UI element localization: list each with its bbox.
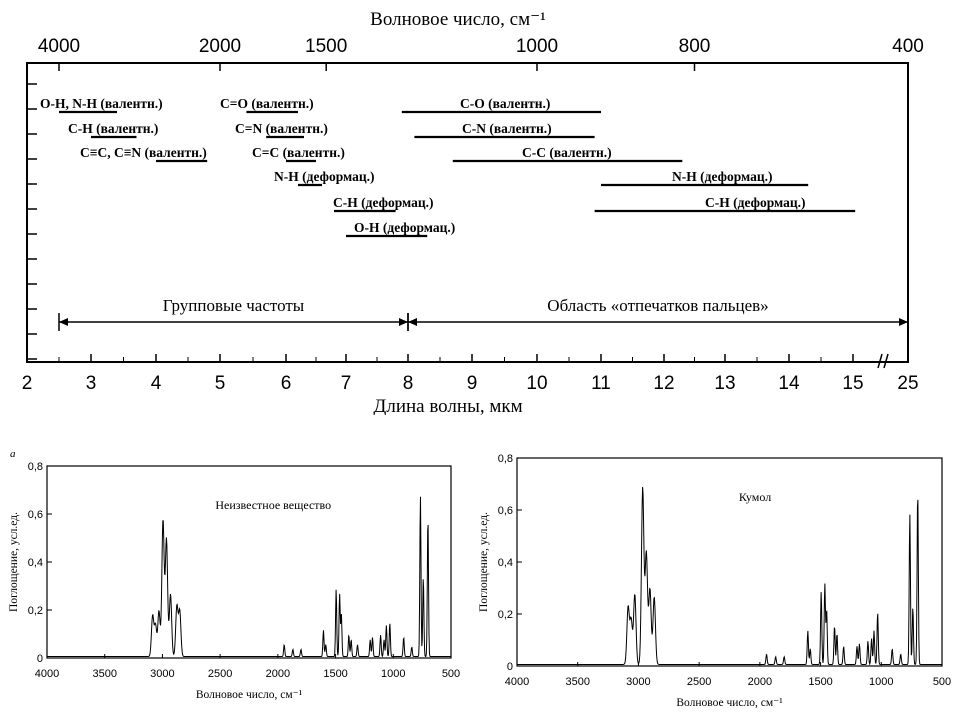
y-tick-label: 0,4 (27, 557, 43, 569)
bottom-tick-label: 12 (653, 373, 675, 394)
y-tick-label: 0,6 (497, 505, 513, 517)
bottom-tick-label: 11 (591, 373, 611, 394)
band-label: C≡C, C≡N (валентн.) (80, 145, 207, 160)
x-axis-label: Волновое число, см⁻¹ (195, 689, 303, 701)
top-tick-label: 400 (892, 36, 924, 57)
bottom-tick-label: 8 (402, 373, 414, 394)
x-tick-label: 3500 (92, 668, 117, 680)
band-label: C-C (валентн.) (522, 145, 612, 160)
bottom-tick-label: 4 (150, 373, 162, 394)
spectrum-annotation: Неизвестное вещество (215, 498, 332, 512)
top-tick-label: 1000 (515, 36, 559, 57)
region-arrow-head (899, 318, 908, 326)
x-tick-label: 4000 (504, 676, 530, 688)
band-label: C-H (валентн.) (68, 121, 159, 136)
bottom-axis-label: Длина волны, мкм (373, 396, 523, 415)
top-tick-label: 800 (678, 36, 711, 57)
spectrum-line (517, 487, 942, 664)
x-tick-label: 500 (932, 676, 952, 688)
bottom-tick-label: 5 (214, 373, 226, 394)
y-tick-label: 0,4 (497, 557, 513, 569)
x-tick-label: 4000 (34, 668, 60, 680)
spectrum-line (47, 497, 451, 657)
bottom-tick-label: 15 (842, 373, 864, 394)
region-arrows (59, 296, 908, 331)
bottom-tick-label: 3 (85, 373, 97, 394)
bottom-tick-label: 25 (897, 373, 919, 394)
region-label: Область «отпечатков пальцев» (547, 296, 769, 315)
region-arrow-head (59, 318, 68, 326)
band-label: O-H (деформац.) (354, 220, 456, 235)
region-arrow-head (399, 318, 408, 326)
y-tick-label: 0,2 (27, 605, 43, 617)
y-tick-label: 0,2 (497, 609, 513, 621)
bottom-tick-label: 10 (526, 373, 548, 394)
spectrum-cumene-panel (470, 415, 960, 720)
x-tick-label: 2000 (265, 668, 291, 680)
bottom-tick-label: 14 (778, 373, 800, 394)
top-axis-ticks (38, 36, 924, 71)
x-tick-label: 3000 (626, 676, 651, 688)
x-tick-label: 500 (441, 668, 461, 680)
bottom-tick-label: 6 (280, 373, 292, 394)
x-axis-label: Волновое число, см⁻¹ (676, 697, 783, 709)
y-axis-label: Поглощение, усл.ед. (478, 512, 490, 612)
x-tick-label: 2500 (686, 676, 712, 688)
spectrum-unknown-panel (0, 415, 470, 720)
x-tick-label: 1500 (323, 668, 348, 680)
y-tick-label: 0 (36, 653, 43, 665)
band-label: N-H (деформац.) (672, 169, 773, 184)
band-bars (40, 96, 855, 236)
band-label: C-O (валентн.) (460, 96, 551, 111)
x-tick-label: 1000 (869, 676, 894, 688)
x-tick-label: 3000 (150, 668, 175, 680)
y-tick-label: 0,8 (27, 461, 43, 473)
top-tick-label: 4000 (37, 36, 81, 57)
y-tick-label: 0 (506, 661, 513, 673)
band-label: C-H (деформац.) (333, 195, 434, 210)
region-arrow-head (408, 318, 417, 326)
band-label: N-H (деформац.) (274, 169, 375, 184)
top-tick-label: 1500 (305, 36, 348, 57)
band-label: C-H (деформац.) (705, 195, 806, 210)
x-tick-label: 1000 (381, 668, 406, 680)
top-axis-label: Волновое число, см⁻¹ (370, 9, 546, 30)
band-label: C=C (валентн.) (252, 145, 345, 160)
y-tick-label: 0,6 (27, 509, 43, 521)
band-label: C=N (валентн.) (235, 121, 328, 136)
x-tick-label: 2500 (207, 668, 233, 680)
spectrum-annotation: Кумол (738, 490, 772, 504)
x-tick-label: 1500 (808, 676, 833, 688)
band-label: O-H, N-H (валентн.) (40, 96, 163, 111)
left-edge-ticks (27, 84, 37, 359)
top-tick-label: 2000 (198, 36, 242, 57)
bottom-tick-label: 2 (21, 373, 33, 394)
band-label: C=O (валентн.) (220, 96, 314, 111)
region-label: Групповые частоты (162, 296, 305, 315)
x-tick-label: 2000 (747, 676, 773, 688)
bottom-tick-label: 7 (340, 373, 352, 394)
band-label: C-N (валентн.) (462, 121, 552, 136)
x-tick-label: 3500 (565, 676, 590, 688)
bottom-axis-ticks (22, 354, 919, 394)
panel-letter: а (10, 448, 16, 460)
y-axis-label: Поглощение, усл.ед. (8, 512, 20, 612)
bottom-tick-label: 9 (466, 373, 478, 394)
bottom-tick-label: 13 (714, 373, 736, 394)
y-tick-label: 0,8 (497, 453, 513, 465)
